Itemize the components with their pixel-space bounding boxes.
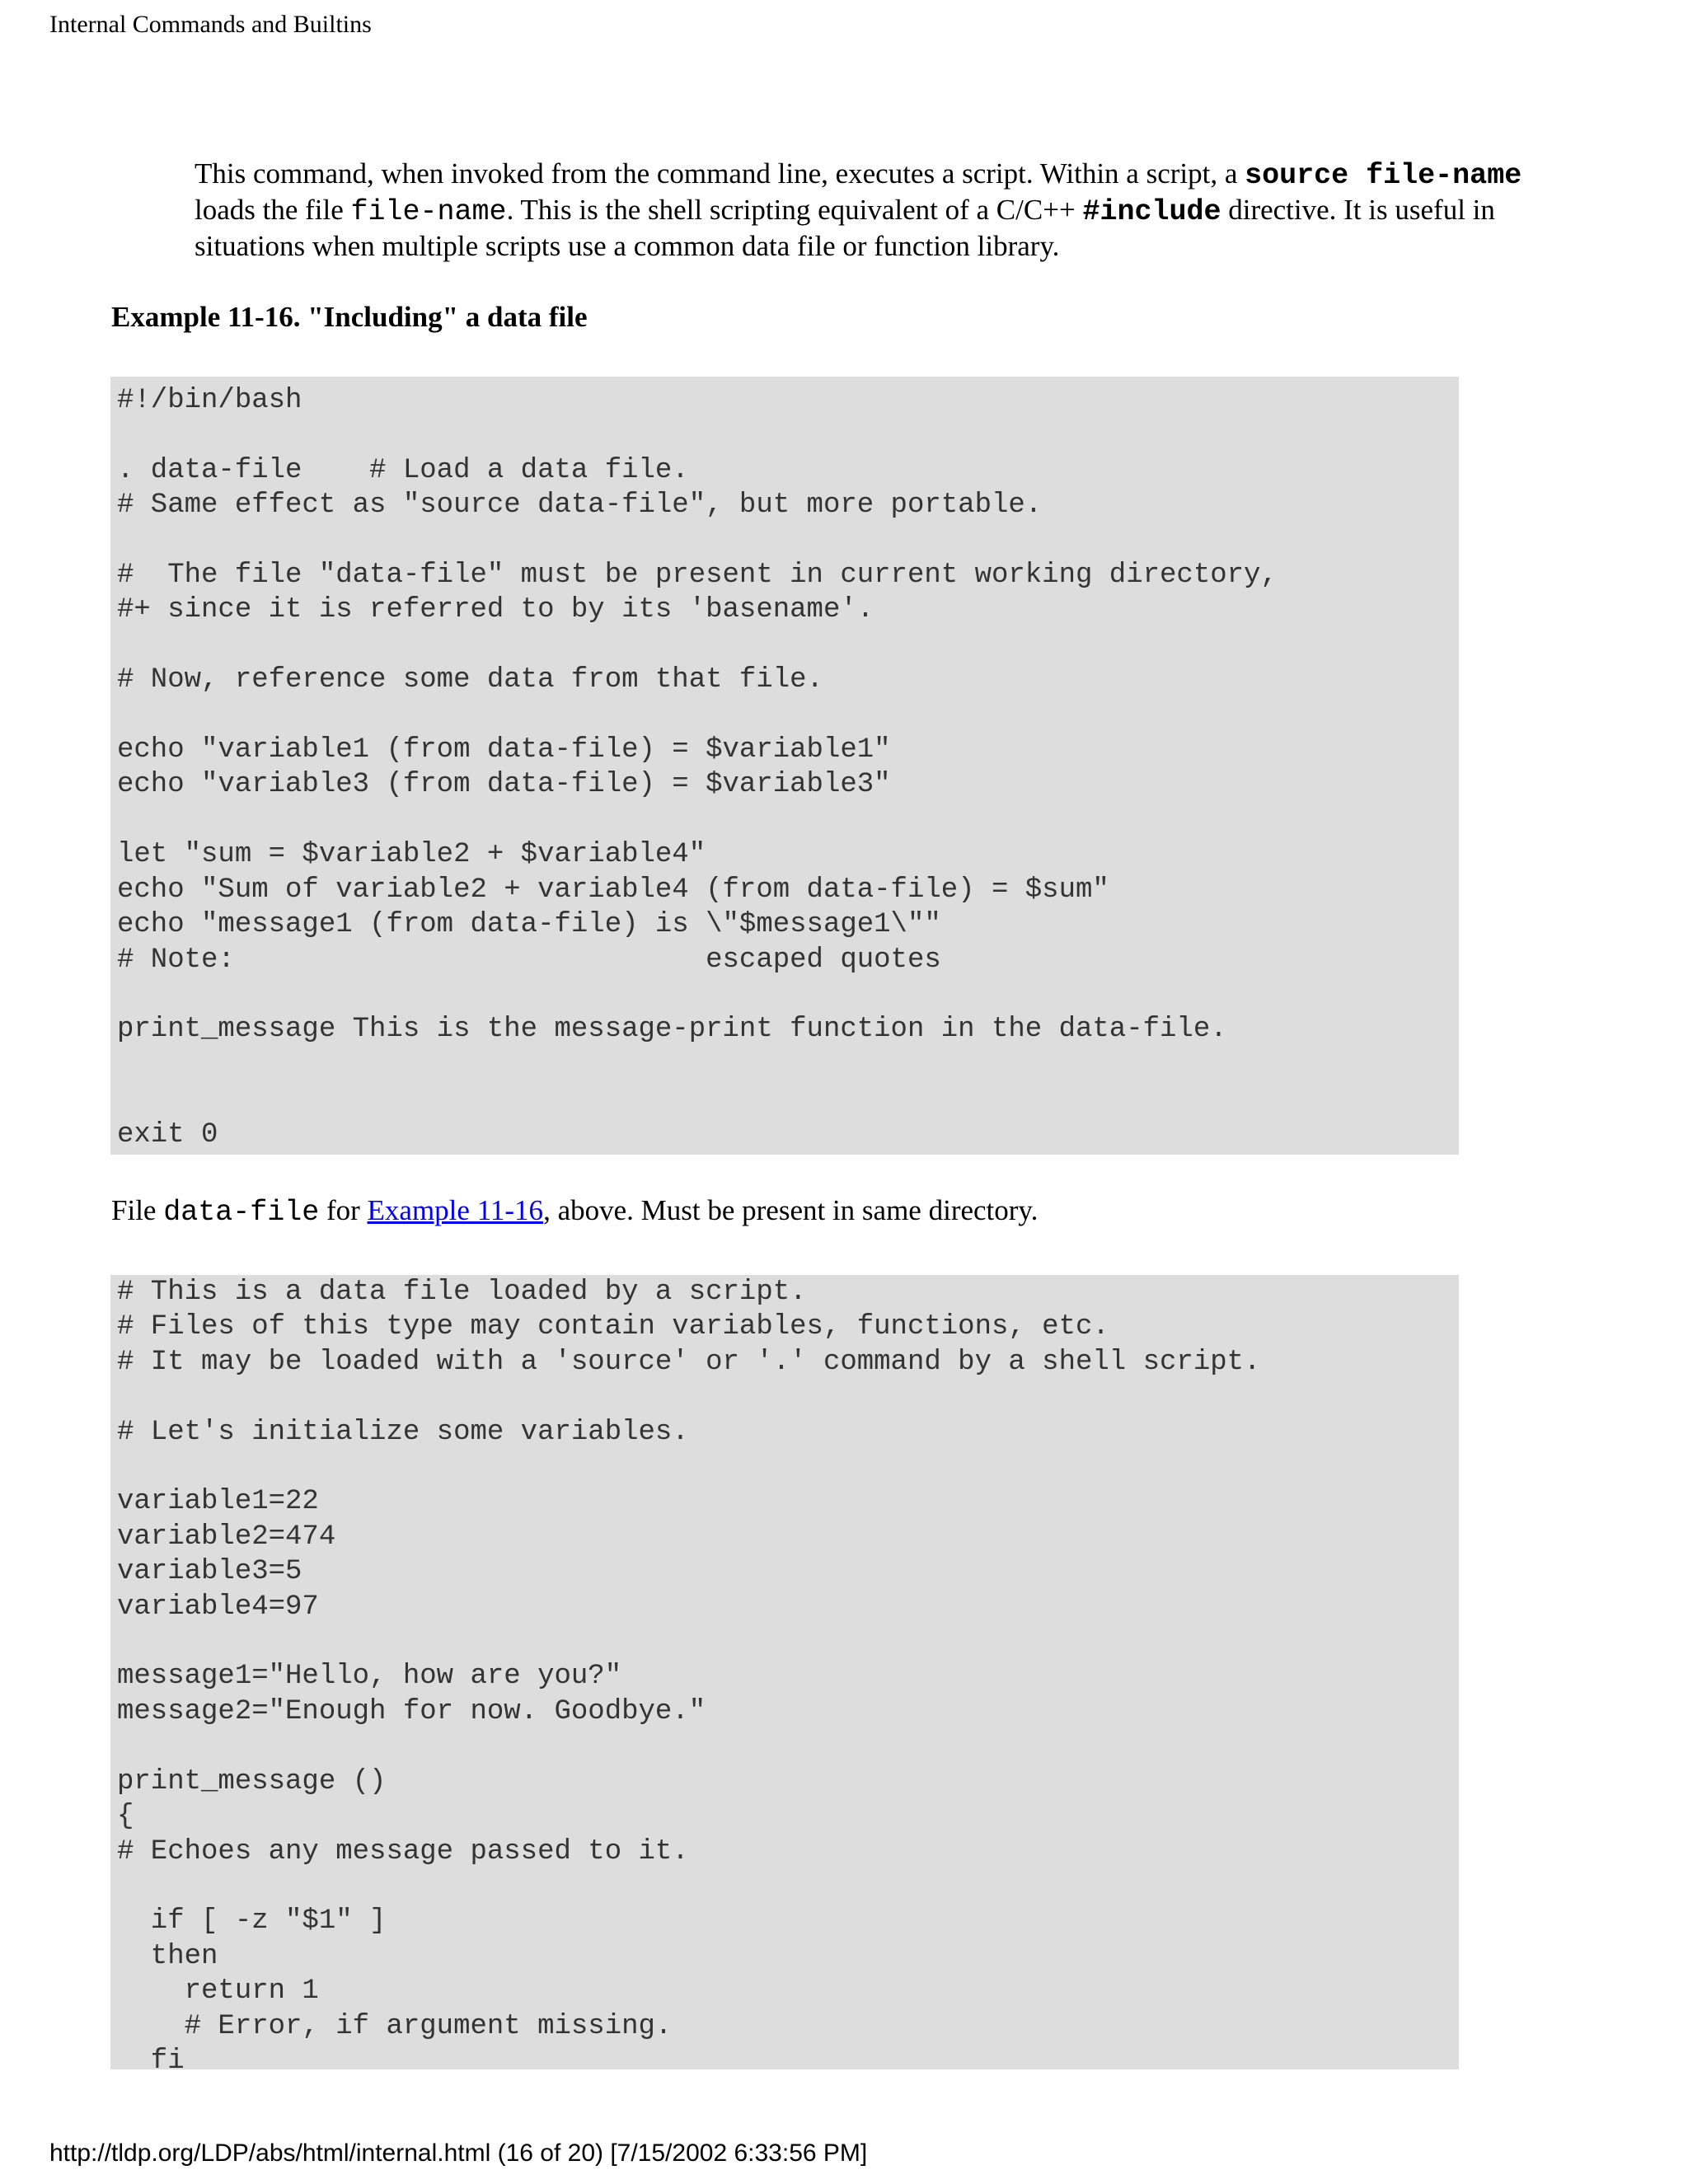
- data-file-code: # This is a data file loaded by a script. # Files of this type may contain variables, functions, etc. # It may be loaded with a 'source' or '.' command by a shell script. # Let's initialize some variables. variable1=22 variable2=474 variable3=5 variable4=97 message1="Hello, how are you?" message2="Enough for now. Goodbye." print_message () { # Echoes any message passed to it. if [ -z "$1" ] then return 1 # Error, if argument missing. fi: [117, 1277, 1261, 2077]
- example-code: #!/bin/bash . data-file # Load a data file. # Same effect as "source data-file", but more portable. # The file "data-file" must be present in current working directory, #+ since it is referred to by its 'basename'. # Now, reference some data from that file. echo "variable1 (from data-file) = $variable1" echo "variable3 (from data-file) = $variable3" let "sum = $variable2 + $variable4" echo "Sum of variable2 + variable4 (from data-file) = $sum" echo "message1 (from data-file) is \"$message1\"" # Note: escaped quotes print_message This is the message-print function in the data-file. exit 0: [117, 385, 1278, 1151]
- data-file-note: [111, 1193, 1038, 1230]
- example-title: Example 11-16. "Including" a data file: [111, 301, 588, 333]
- intro-text-1: This command, when invoked from the command line, executes a script. Within a script, a: [195, 157, 1245, 190]
- intro-paragraph: [195, 157, 1563, 264]
- file-note-text-3: , above. Must be present in same directory.: [543, 1194, 1039, 1226]
- code-include: #include: [1082, 195, 1221, 228]
- code-file-name: file-name: [350, 195, 507, 228]
- intro-text-2: loads the file: [195, 194, 351, 226]
- intro-text-4: directive. It is useful in situations when multiple scripts use a common data file or function library.: [195, 194, 1495, 262]
- code-source-file-name: source file-name: [1245, 159, 1522, 192]
- file-note-text-1: File: [111, 1194, 164, 1226]
- running-header: Internal Commands and Builtins: [49, 11, 372, 38]
- intro-text-3: . This is the shell scripting equivalent of a C/C++: [506, 194, 1083, 226]
- example-link[interactable]: Example 11-16: [367, 1194, 544, 1226]
- running-footer: http://tldp.org/LDP/abs/html/internal.html (16 of 20) [7/15/2002 6:33:56 PM]: [49, 2139, 868, 2167]
- example-code-block: [110, 377, 1459, 1155]
- file-note-text-2: for: [319, 1194, 368, 1226]
- code-data-file: data-file: [163, 1196, 320, 1229]
- data-file-code-block: [110, 1275, 1459, 2077]
